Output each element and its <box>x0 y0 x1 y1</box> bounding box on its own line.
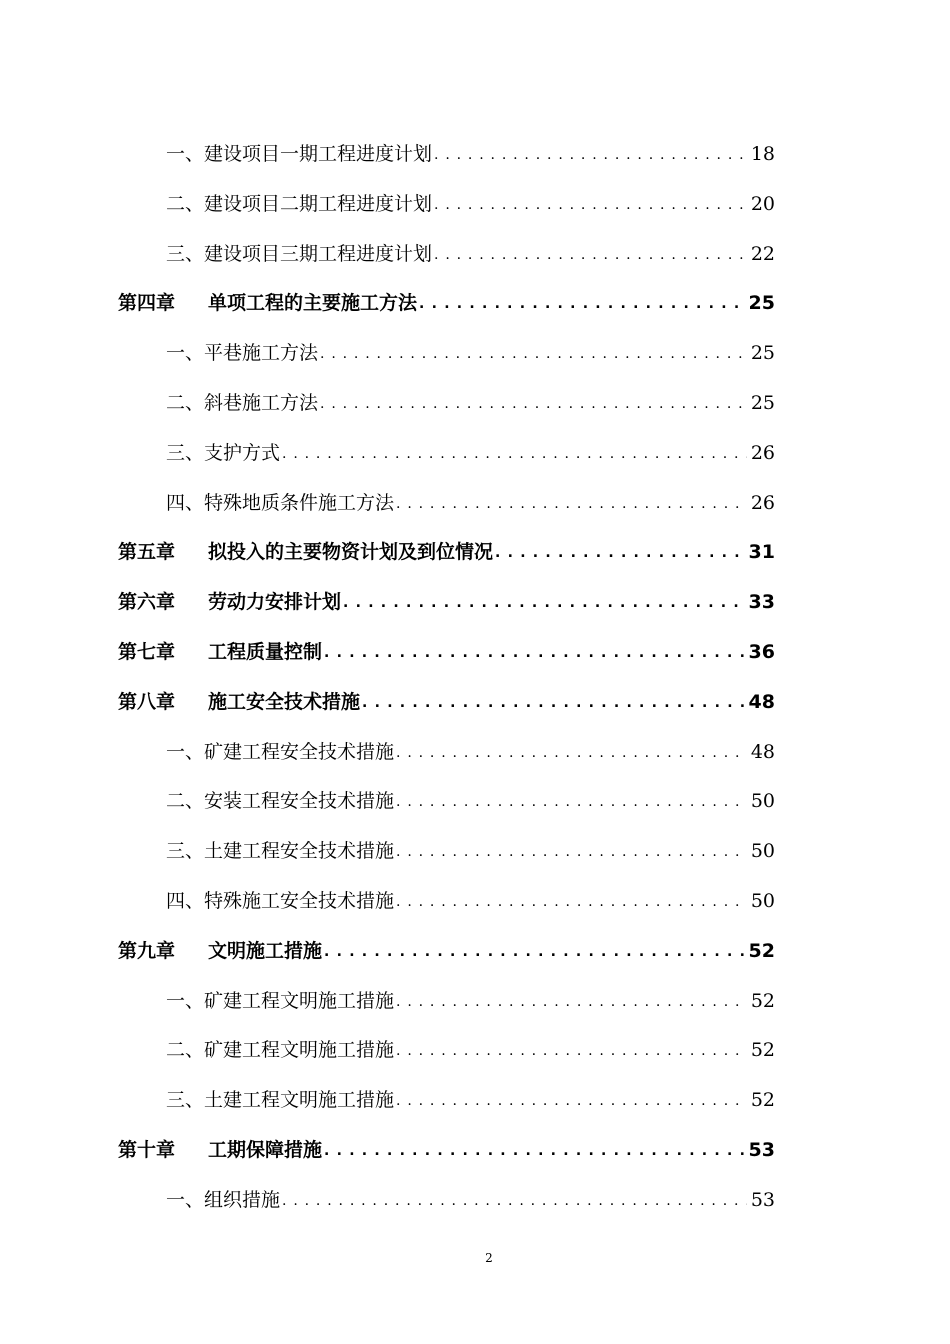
dot-leader <box>362 693 745 713</box>
toc-entry-page: 52 <box>748 939 775 962</box>
toc-entry-title: 一、矿建工程文明施工措施 <box>166 989 395 1012</box>
dot-leader <box>282 444 747 464</box>
toc-entry[interactable] <box>0 425 950 475</box>
toc-chapter-entry[interactable] <box>0 674 950 724</box>
toc-entry[interactable] <box>0 724 950 774</box>
dot-leader <box>396 494 747 514</box>
toc-entry-title: 三、建设项目三期工程进度计划 <box>166 242 433 265</box>
toc-entry[interactable] <box>0 176 950 226</box>
dot-leader <box>419 294 745 314</box>
dot-leader <box>324 1141 745 1161</box>
toc-entry-page: 25 <box>750 391 775 414</box>
toc-entry-page: 20 <box>750 192 775 215</box>
dot-leader <box>495 543 745 563</box>
toc-chapter-entry[interactable] <box>0 923 950 973</box>
toc-entry-title: 工程质量控制 <box>208 640 323 663</box>
toc-entry-title: 二、矿建工程文明施工措施 <box>166 1039 395 1062</box>
toc-entry-title: 工期保障措施 <box>208 1138 323 1161</box>
dot-leader <box>396 992 747 1012</box>
toc-entry-title: 二、安装工程安全技术措施 <box>166 790 395 813</box>
toc-entry-title: 三、土建工程安全技术措施 <box>166 840 395 863</box>
chapter-number: 第四章 <box>118 292 176 315</box>
toc-entry[interactable] <box>0 325 950 375</box>
toc-entry-page: 50 <box>750 790 775 813</box>
toc-entry-title: 四、特殊地质条件施工方法 <box>166 491 395 514</box>
toc-entry-page: 52 <box>750 989 775 1012</box>
toc-entry-page: 26 <box>750 491 775 514</box>
toc-entry[interactable] <box>0 1172 950 1222</box>
toc-entry-title: 拟投入的主要物资计划及到位情况 <box>208 541 494 564</box>
toc-entry-title: 四、特殊施工安全技术措施 <box>166 889 395 912</box>
toc-entry-page: 52 <box>750 1039 775 1062</box>
toc-entry[interactable] <box>0 823 950 873</box>
toc-entry-page: 48 <box>748 690 775 713</box>
toc-entry-title: 一、建设项目一期工程进度计划 <box>166 143 433 165</box>
dot-leader <box>324 942 745 962</box>
dot-leader <box>324 643 745 663</box>
toc-chapter-entry[interactable] <box>0 574 950 624</box>
toc-entry-page: 25 <box>750 342 775 365</box>
toc-entry[interactable] <box>0 475 950 525</box>
toc-entry[interactable] <box>0 873 950 923</box>
toc-entry-title: 施工安全技术措施 <box>208 690 361 713</box>
toc-entry-page: 50 <box>750 840 775 863</box>
dot-leader <box>320 344 747 364</box>
toc-entry[interactable] <box>0 126 950 176</box>
toc-entry-title: 三、支护方式 <box>166 441 281 464</box>
toc-entry-title: 一、矿建工程安全技术措施 <box>166 740 395 763</box>
toc-entry[interactable] <box>0 773 950 823</box>
toc-chapter-entry[interactable] <box>0 275 950 325</box>
dot-leader <box>320 394 747 414</box>
chapter-number: 第七章 <box>118 640 176 663</box>
table-of-contents <box>0 126 950 1222</box>
toc-entry-title: 二、建设项目二期工程进度计划 <box>166 192 433 215</box>
dot-leader <box>396 743 747 763</box>
toc-entry[interactable] <box>0 973 950 1023</box>
dot-leader <box>434 245 747 265</box>
toc-entry-title: 二、斜巷施工方法 <box>166 391 319 414</box>
toc-entry-page: 33 <box>748 591 775 614</box>
chapter-number: 第九章 <box>118 939 176 962</box>
dot-leader <box>396 1091 747 1111</box>
toc-entry[interactable] <box>0 1072 950 1122</box>
toc-entry[interactable] <box>0 375 950 425</box>
toc-entry-page: 48 <box>750 740 775 763</box>
chapter-number: 第十章 <box>118 1138 176 1161</box>
toc-chapter-entry[interactable] <box>0 624 950 674</box>
page-number: 2 <box>485 1251 493 1265</box>
toc-entry-title: 文明施工措施 <box>208 939 323 962</box>
toc-entry[interactable] <box>0 226 950 276</box>
toc-entry-page: 52 <box>750 1089 775 1112</box>
dot-leader <box>434 145 747 165</box>
toc-entry-page: 36 <box>748 640 775 663</box>
toc-entry-page: 22 <box>750 242 775 265</box>
chapter-number: 第六章 <box>118 591 176 614</box>
chapter-number: 第八章 <box>118 690 176 713</box>
dot-leader <box>434 195 747 215</box>
toc-entry-page: 18 <box>750 143 775 165</box>
dot-leader <box>396 792 747 812</box>
toc-entry-page: 53 <box>750 1188 775 1211</box>
toc-entry-page: 25 <box>748 292 775 315</box>
dot-leader <box>396 892 747 912</box>
toc-entry-title: 一、组织措施 <box>166 1188 281 1211</box>
toc-chapter-entry[interactable] <box>0 524 950 574</box>
toc-entry-page: 26 <box>750 441 775 464</box>
toc-chapter-entry[interactable] <box>0 1122 950 1172</box>
dot-leader <box>396 842 747 862</box>
toc-entry-title: 一、平巷施工方法 <box>166 342 319 365</box>
dot-leader <box>343 593 745 613</box>
toc-entry-page: 53 <box>748 1138 775 1161</box>
toc-entry-title: 劳动力安排计划 <box>208 591 342 614</box>
toc-entry-page: 50 <box>750 889 775 912</box>
toc-entry-title: 三、土建工程文明施工措施 <box>166 1089 395 1112</box>
chapter-number: 第五章 <box>118 541 176 564</box>
toc-entry[interactable] <box>0 1022 950 1072</box>
dot-leader <box>396 1041 747 1061</box>
dot-leader <box>282 1191 747 1211</box>
toc-entry-page: 31 <box>748 541 775 564</box>
toc-entry-title: 单项工程的主要施工方法 <box>208 292 418 315</box>
